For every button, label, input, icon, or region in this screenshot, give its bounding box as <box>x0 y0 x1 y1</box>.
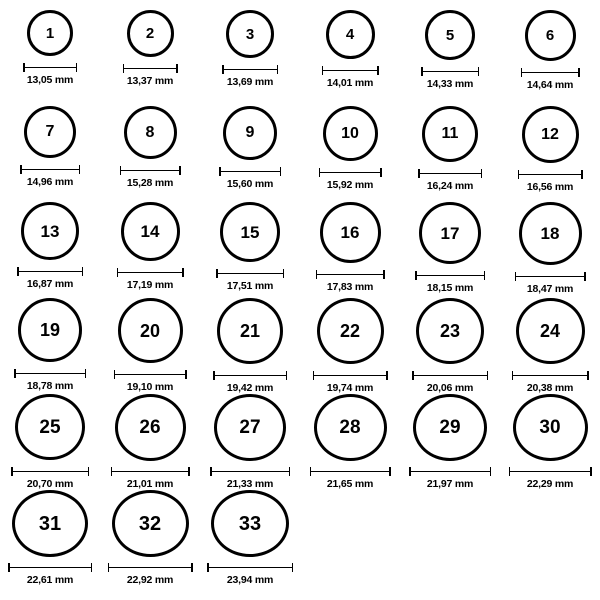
ring-circle <box>416 298 484 364</box>
measure-bar <box>521 68 580 76</box>
measure-bar-line <box>512 375 589 376</box>
measure-bar <box>20 165 80 173</box>
measure-bar <box>17 267 83 275</box>
ring-size-cell[interactable] <box>200 202 300 298</box>
ring-size-number: 5 <box>445 26 455 44</box>
ring-circle <box>121 202 180 261</box>
ring-circle <box>326 10 375 59</box>
ring-size-cell[interactable] <box>300 10 400 106</box>
ring-size-number: 6 <box>545 27 555 44</box>
ring-diameter-label: 22,92 mm <box>126 574 174 586</box>
ring-size-number: 31 <box>38 512 62 535</box>
ring-size-number: 24 <box>539 321 561 342</box>
ring-diameter-label: 16,24 mm <box>426 180 474 192</box>
ring-size-cell[interactable] <box>300 298 400 394</box>
ring-circle <box>118 298 183 363</box>
ring-circle <box>413 394 487 461</box>
ring-diameter-label: 15,92 mm <box>326 179 374 191</box>
measure-bar <box>322 66 379 74</box>
measure-bar-line <box>207 567 293 568</box>
ring-circle <box>422 106 478 162</box>
ring-diameter-label: 19,10 mm <box>126 381 174 393</box>
ring-size-cell[interactable] <box>500 298 600 394</box>
ring-circle <box>115 394 186 461</box>
ring-circle <box>217 298 283 364</box>
ring-size-number: 27 <box>239 416 261 438</box>
ring-circle <box>15 394 85 460</box>
measure-bar-line <box>8 567 92 568</box>
measure-bar <box>8 564 92 571</box>
ring-diameter-label: 21,33 mm <box>226 478 274 490</box>
measure-bar <box>316 270 385 278</box>
ring-size-number: 28 <box>339 416 361 438</box>
ring-size-cell[interactable] <box>400 298 500 394</box>
ring-size-cell[interactable] <box>300 394 400 490</box>
ring-diameter-label: 17,51 mm <box>226 280 274 292</box>
ring-diameter-label: 23,94 mm <box>226 574 274 586</box>
ring-circle <box>226 10 274 58</box>
ring-diameter-label: 17,19 mm <box>126 279 174 291</box>
measure-bar-line <box>515 276 586 277</box>
measure-bar-line <box>123 68 178 69</box>
ring-diameter-label: 16,87 mm <box>26 278 74 290</box>
ring-size-number: 3 <box>245 25 255 43</box>
measure-bar <box>117 268 184 276</box>
ring-circle <box>525 10 576 61</box>
ring-size-number: 10 <box>341 124 359 142</box>
ring-circle <box>112 490 189 557</box>
ring-size-number: 12 <box>541 125 559 143</box>
ring-diameter-label: 22,61 mm <box>26 574 74 586</box>
ring-size-number: 1 <box>45 24 55 42</box>
ring-size-cell[interactable] <box>100 490 200 586</box>
measure-bar <box>111 468 190 475</box>
measure-bar-line <box>219 171 281 172</box>
measure-bar-line <box>210 471 290 472</box>
measure-bar <box>11 467 89 475</box>
ring-size-cell[interactable] <box>0 298 100 394</box>
measure-bar-line <box>521 72 580 73</box>
ring-size-cell[interactable] <box>500 202 600 298</box>
ring-size-cell[interactable] <box>400 10 500 106</box>
ring-size-number: 32 <box>138 512 162 535</box>
ring-circle <box>211 490 289 557</box>
measure-bar-line <box>310 471 391 472</box>
ring-size-number: 22 <box>339 321 361 342</box>
ring-size-number: 4 <box>345 26 355 43</box>
measure-bar-line <box>409 471 491 472</box>
ring-size-number: 15 <box>240 222 260 242</box>
ring-diameter-label: 13,37 mm <box>126 75 174 87</box>
ring-size-number: 21 <box>239 321 261 341</box>
ring-diameter-label: 18,47 mm <box>526 283 574 295</box>
ring-diameter-label: 19,42 mm <box>226 382 274 394</box>
measure-bar <box>120 166 181 174</box>
measure-bar <box>313 371 388 379</box>
ring-diameter-label: 22,29 mm <box>526 478 574 490</box>
ring-size-cell[interactable] <box>0 394 100 490</box>
measure-bar-line <box>14 373 86 374</box>
ring-circle <box>220 202 280 262</box>
measure-bar <box>207 564 293 571</box>
measure-bar <box>412 371 488 379</box>
ring-diameter-label: 21,01 mm <box>126 478 174 490</box>
ring-size-grid <box>0 10 600 586</box>
measure-bar-line <box>509 471 592 472</box>
measure-bar <box>219 167 281 175</box>
measure-bar <box>418 169 482 177</box>
measure-bar <box>210 468 290 475</box>
ring-diameter-label: 14,01 mm <box>326 77 374 89</box>
measure-bar-line <box>216 273 284 274</box>
ring-circle <box>127 10 174 57</box>
ring-circle <box>27 10 73 56</box>
measure-bar <box>222 65 278 73</box>
ring-circle <box>314 394 387 461</box>
ring-size-cell[interactable] <box>300 106 400 202</box>
ring-size-cell[interactable] <box>100 298 200 394</box>
ring-circle <box>317 298 384 364</box>
ring-size-number: 14 <box>140 222 160 241</box>
ring-size-cell[interactable] <box>200 298 300 394</box>
ring-circle <box>519 202 582 265</box>
measure-bar-line <box>17 271 83 272</box>
measure-bar <box>108 564 193 571</box>
ring-size-cell[interactable] <box>200 10 300 106</box>
ring-circle <box>214 394 286 461</box>
measure-bar <box>509 468 592 475</box>
ring-diameter-label: 13,05 mm <box>26 74 74 86</box>
ring-size-cell[interactable] <box>300 202 400 298</box>
ring-size-number: 7 <box>45 123 55 140</box>
ring-diameter-label: 20,06 mm <box>426 382 474 394</box>
ring-diameter-label: 14,33 mm <box>426 78 474 90</box>
ring-size-cell[interactable] <box>100 10 200 106</box>
measure-bar-line <box>418 173 482 174</box>
measure-bar-line <box>20 169 80 170</box>
measure-bar <box>310 468 391 475</box>
measure-bar-line <box>114 374 187 375</box>
ring-size-number: 26 <box>139 416 161 438</box>
ring-size-cell[interactable] <box>200 394 300 490</box>
ring-size-number: 20 <box>139 320 161 341</box>
ring-circle <box>12 490 88 557</box>
ring-diameter-label: 14,96 mm <box>26 176 74 188</box>
ring-diameter-label: 20,70 mm <box>26 478 74 490</box>
measure-bar-line <box>322 70 379 71</box>
measure-bar <box>415 271 485 279</box>
ring-size-cell[interactable] <box>200 490 300 586</box>
ring-size-cell[interactable] <box>500 394 600 490</box>
measure-bar-line <box>213 375 287 376</box>
measure-bar-line <box>111 471 190 472</box>
ring-size-cell[interactable] <box>0 106 100 202</box>
ring-size-cell[interactable] <box>500 10 600 106</box>
measure-bar <box>421 67 479 75</box>
ring-diameter-label: 16,56 mm <box>526 181 574 193</box>
ring-circle <box>223 106 277 160</box>
ring-circle <box>21 202 79 260</box>
ring-circle <box>24 106 76 158</box>
measure-bar <box>114 370 187 378</box>
ring-circle <box>522 106 579 163</box>
ring-size-cell[interactable] <box>100 106 200 202</box>
ring-size-number: 33 <box>238 512 262 535</box>
measure-bar-line <box>313 375 388 376</box>
measure-bar <box>23 63 77 71</box>
measure-bar <box>14 369 86 377</box>
measure-bar-line <box>415 275 485 276</box>
measure-bar-line <box>319 172 382 173</box>
measure-bar <box>409 468 491 475</box>
ring-size-cell[interactable] <box>500 106 600 202</box>
ring-diameter-label: 21,97 mm <box>426 478 474 490</box>
measure-bar <box>515 272 586 280</box>
ring-circle <box>18 298 82 362</box>
ring-diameter-label: 15,60 mm <box>226 178 274 190</box>
ring-diameter-label: 21,65 mm <box>326 478 374 490</box>
ring-diameter-label: 18,78 mm <box>26 380 74 392</box>
ring-size-number: 13 <box>40 221 60 241</box>
measure-bar <box>518 170 583 178</box>
ring-diameter-label: 15,28 mm <box>126 177 174 189</box>
ring-size-cell[interactable] <box>100 202 200 298</box>
ring-circle <box>124 106 177 159</box>
measure-bar-line <box>316 274 385 275</box>
ring-size-cell[interactable] <box>0 490 100 586</box>
measure-bar-line <box>120 170 181 171</box>
ring-size-number: 16 <box>340 223 360 242</box>
ring-size-cell[interactable] <box>200 106 300 202</box>
ring-size-number: 29 <box>439 416 461 438</box>
measure-bar <box>216 269 284 277</box>
ring-size-number: 30 <box>539 416 561 438</box>
ring-size-cell[interactable] <box>0 10 100 106</box>
measure-bar-line <box>11 471 89 472</box>
measure-bar-line <box>117 272 184 273</box>
measure-bar-line <box>412 375 488 376</box>
measure-bar <box>123 64 178 72</box>
ring-size-number: 11 <box>441 125 459 142</box>
ring-diameter-label: 20,38 mm <box>526 382 574 394</box>
ring-size-number: 19 <box>39 320 61 340</box>
ring-circle <box>513 394 588 461</box>
measure-bar-line <box>421 71 479 72</box>
ring-size-cell[interactable] <box>400 202 500 298</box>
measure-bar-line <box>23 67 77 68</box>
ring-size-cell[interactable] <box>400 106 500 202</box>
measure-bar-line <box>108 567 193 568</box>
ring-diameter-label: 13,69 mm <box>226 76 274 88</box>
measure-bar-line <box>518 174 583 175</box>
ring-size-cell[interactable] <box>400 394 500 490</box>
ring-size-cell[interactable] <box>0 202 100 298</box>
measure-bar-line <box>222 69 278 70</box>
ring-diameter-label: 17,83 mm <box>326 281 374 293</box>
measure-bar <box>319 168 382 176</box>
ring-size-number: 23 <box>439 321 461 342</box>
ring-size-number: 17 <box>440 223 460 243</box>
measure-bar <box>512 371 589 379</box>
ring-circle <box>320 202 381 263</box>
ring-diameter-label: 19,74 mm <box>326 382 374 394</box>
ring-size-cell[interactable] <box>100 394 200 490</box>
ring-size-number: 8 <box>145 123 155 141</box>
ring-size-number: 2 <box>145 25 155 42</box>
ring-size-number: 18 <box>540 224 560 243</box>
ring-size-number: 25 <box>39 416 61 438</box>
ring-size-number: 9 <box>245 124 255 141</box>
ring-circle <box>516 298 585 364</box>
ring-circle <box>425 10 475 60</box>
ring-diameter-label: 14,64 mm <box>526 79 574 91</box>
measure-bar <box>213 371 287 379</box>
ring-circle <box>419 202 481 264</box>
ring-diameter-label: 18,15 mm <box>426 282 474 294</box>
ring-circle <box>323 106 378 161</box>
